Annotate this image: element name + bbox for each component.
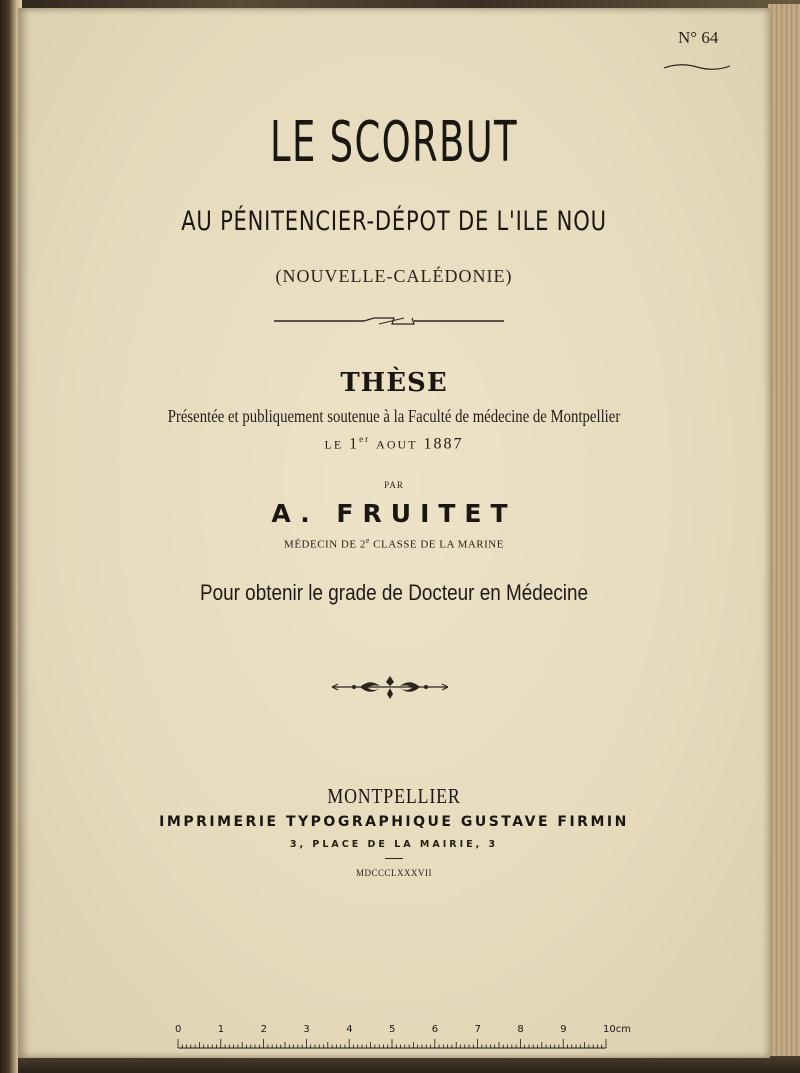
thesis-heading: THÈSE [340, 368, 448, 398]
book-binding-bottom [18, 1056, 800, 1073]
ruler-label: 5 [389, 1024, 396, 1035]
by-label: PAR [384, 480, 404, 490]
ruler-label: 6 [431, 1024, 439, 1035]
ruler-label: 4 [346, 1024, 353, 1035]
scale-ruler [168, 1018, 631, 1054]
degree-purpose: Pour obtenir le grade de Docteur en Médecine [199, 580, 589, 605]
ruler-label: 3 [303, 1024, 310, 1035]
number-flourish [662, 60, 732, 74]
ruler-label: 0 [175, 1024, 182, 1035]
date-day: 1 [349, 435, 360, 453]
decorative-rule [274, 314, 504, 328]
short-divider [385, 858, 403, 859]
author-name: A. FRUITET [271, 499, 517, 528]
region-label: (NOUVELLE-CALÉDONIE) [275, 266, 513, 286]
rank-suffix: e [365, 536, 370, 545]
publisher-city: MONTPELLIER [327, 784, 461, 808]
ruler-label: 8 [517, 1024, 524, 1035]
date-prefix: LE [324, 437, 344, 452]
date-year: 1887 [423, 435, 464, 453]
publisher-address: 3, PLACE DE LA MAIRIE, 3 [289, 839, 499, 850]
ruler-label: 10cm [603, 1024, 631, 1035]
defense-date [18, 434, 770, 453]
fleuron-ornament-icon [330, 672, 450, 702]
thesis-title: LE SCORBUT [270, 110, 518, 175]
date-month: AOUT [376, 437, 418, 452]
catalog-number: N° 64 [678, 28, 719, 47]
ruler-label: 7 [474, 1024, 481, 1035]
publisher-press: IMPRIMERIE TYPOGRAPHIQUE GUSTAVE FIRMIN [159, 814, 629, 830]
presentation-line: Présentée et publiquement soutenue à la Faculté de médecine de Montpellier [167, 406, 621, 426]
author-rank [18, 536, 770, 551]
publication-year: MDCCCLXXXVII [355, 868, 432, 878]
rank-rest: CLASSE DE LA MARINE [373, 538, 504, 551]
rank-prefix: MÉDECIN DE [284, 538, 357, 551]
page-stack-edge [768, 4, 800, 1064]
ruler-label: 9 [560, 1024, 567, 1035]
ruler-label: 2 [260, 1024, 267, 1035]
date-day-suffix: er [359, 434, 371, 444]
rank-number: 2 [359, 538, 366, 551]
ruler-label: 1 [217, 1024, 225, 1035]
title-page [18, 8, 770, 1058]
thesis-subtitle: AU PÉNITENCIER-DÉPOT DE L'ILE NOU [181, 206, 607, 237]
